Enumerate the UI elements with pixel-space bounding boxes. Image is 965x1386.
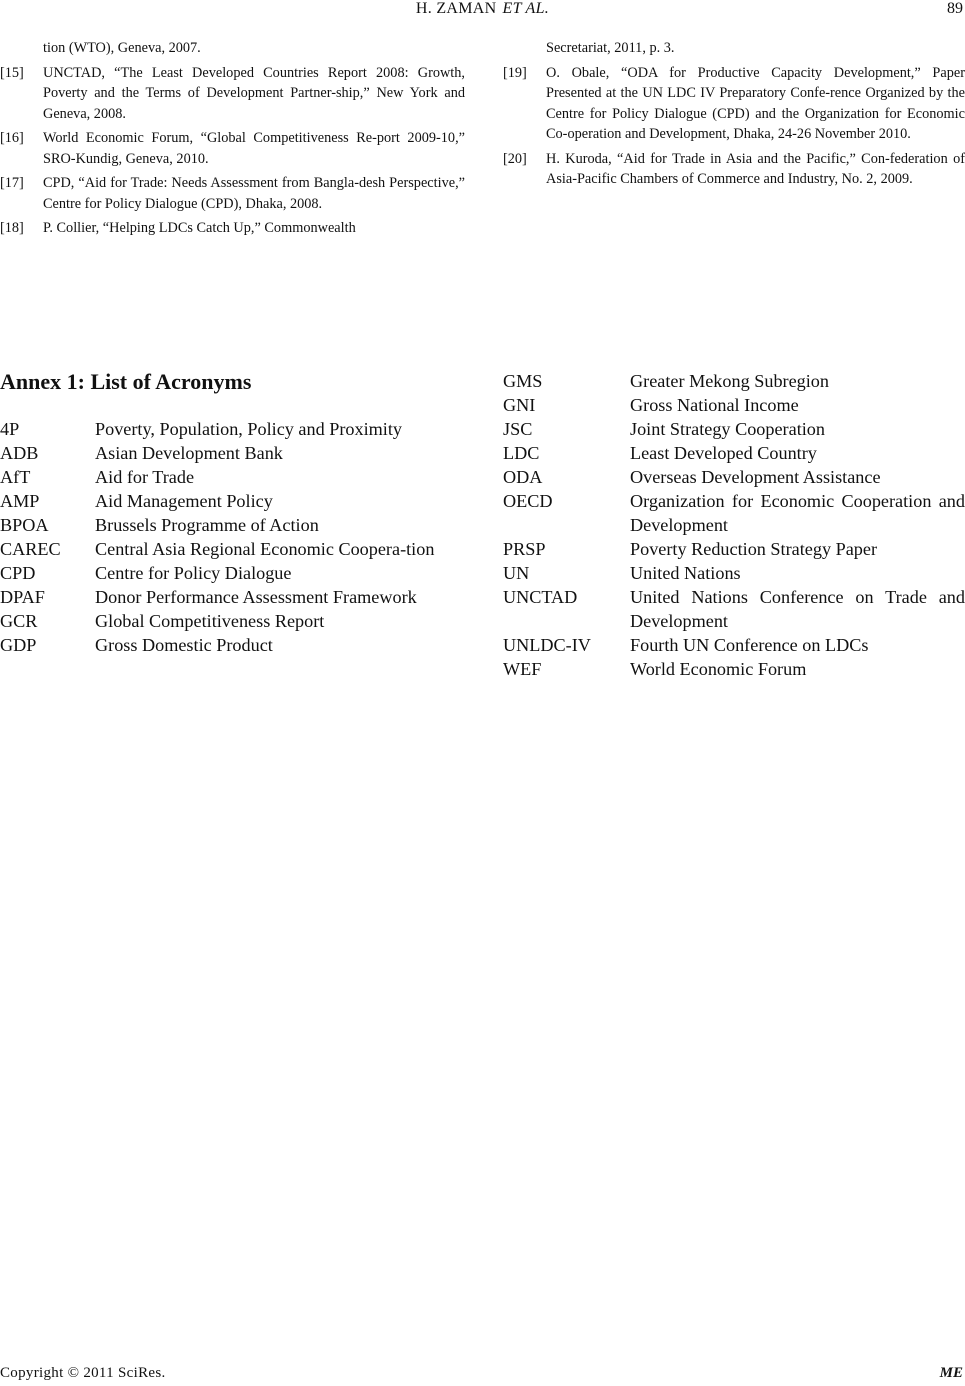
acronym-row	[503, 489, 965, 537]
reference-text: tion (WTO), Geneva, 2007.	[43, 40, 201, 56]
acronym-expansion: Aid for Trade	[95, 467, 195, 487]
acronym-row	[0, 633, 460, 657]
running-header	[0, 0, 965, 22]
acronym-row	[503, 561, 965, 585]
acronym-expansion: Centre for Policy Dialogue	[95, 563, 292, 583]
acronym-abbr: OECD	[503, 491, 553, 511]
acronym-row	[0, 537, 460, 561]
acronym-abbr: AfT	[0, 467, 31, 487]
reference-text: CPD, “Aid for Trade: Needs Assessment from Bangla-desh Perspective,” Centre for Policy Dialogue (CPD), Dhaka, 2008.	[43, 175, 465, 212]
acronym-abbr: PRSP	[503, 539, 546, 559]
acronym-row	[503, 441, 965, 465]
reference-number: [19]	[503, 64, 527, 81]
acronym-expansion: Central Asia Regional Economic Coopera-tion	[95, 539, 435, 559]
reference-text: O. Obale, “ODA for Productive Capacity Development,” Paper Presented at the UN LDC IV Preparatory Confe-rence Organized by the Centre for Policy Dialogue (CPD) and the Organization for Economic Co-operation and Development, Dhaka, 24-26 November 2010.	[546, 64, 965, 142]
acronym-list-left	[0, 417, 460, 657]
acronym-row	[503, 585, 965, 633]
acronym-abbr: GMS	[503, 371, 543, 391]
running-header-authors	[0, 0, 965, 18]
acronym-expansion: Brussels Programme of Action	[95, 515, 319, 535]
acronym-abbr: WEF	[503, 659, 542, 679]
et-al: ET AL.	[502, 0, 550, 17]
acronym-expansion: Fourth UN Conference on LDCs	[630, 635, 869, 655]
acronym-abbr: CAREC	[0, 539, 61, 559]
acronym-abbr: UN	[503, 563, 530, 583]
acronym-row	[503, 537, 965, 561]
acronym-expansion: Least Developed Country	[630, 443, 817, 463]
acronym-expansion: Greater Mekong Subregion	[630, 371, 829, 391]
annex-heading: Annex 1: List of Acronyms	[0, 369, 252, 394]
acronym-abbr: CPD	[0, 563, 36, 583]
acronym-row	[503, 657, 965, 681]
reference-number: [17]	[0, 175, 24, 191]
reference-text: H. Kuroda, “Aid for Trade in Asia and the Pacific,” Con-federation of Asia-Pacific Chambers of Commerce and Industry, No. 2, 2009.	[546, 150, 965, 187]
acronym-expansion: Organization for Economic Cooperation and Development	[630, 491, 965, 535]
acronym-expansion: United Nations	[630, 563, 741, 583]
acronym-row	[0, 417, 460, 441]
author-name: H. ZAMAN	[415, 0, 497, 17]
reference-text: P. Collier, “Helping LDCs Catch Up,” Commonwealth	[43, 220, 356, 236]
page-number: 89	[947, 0, 963, 17]
acronym-expansion: Asian Development Bank	[95, 443, 283, 463]
acronym-row	[503, 465, 965, 489]
acronym-row	[0, 489, 460, 513]
acronym-expansion: Donor Performance Assessment Framework	[95, 587, 417, 607]
acronym-row	[0, 441, 460, 465]
acronym-row	[0, 585, 460, 609]
reference-number: [18]	[0, 220, 24, 236]
acronym-expansion: Aid Management Policy	[95, 491, 273, 511]
acronym-abbr: UNCTAD	[503, 587, 578, 607]
reference-item	[503, 38, 965, 59]
acronym-expansion: Gross National Income	[630, 395, 799, 415]
acronym-expansion: Global Competitiveness Report	[95, 611, 325, 631]
reference-item	[503, 63, 965, 145]
acronym-list-right	[503, 369, 965, 681]
acronym-abbr: ODA	[503, 467, 543, 487]
copyright-notice: Copyright © 2011 SciRes.	[0, 1365, 166, 1381]
reference-item	[0, 218, 465, 239]
reference-item	[0, 128, 465, 169]
acronym-abbr: UNLDC-IV	[503, 635, 591, 655]
acronym-expansion: Gross Domestic Product	[95, 635, 273, 655]
acronym-abbr: GCR	[0, 611, 38, 631]
acronym-abbr: BPOA	[0, 515, 49, 535]
acronym-expansion: Overseas Development Assistance	[630, 467, 881, 487]
acronym-expansion: Poverty, Population, Policy and Proximity	[95, 419, 402, 439]
reference-item	[0, 38, 465, 59]
acronym-abbr: AMP	[0, 491, 40, 511]
acronym-expansion: United Nations Conference on Trade and Development	[630, 587, 965, 631]
reference-item	[0, 63, 465, 125]
acronym-abbr: GDP	[0, 635, 37, 655]
acronym-expansion: Joint Strategy Cooperation	[630, 419, 825, 439]
acronym-abbr: JSC	[503, 419, 533, 439]
reference-text: Secretariat, 2011, p. 3.	[546, 40, 675, 56]
reference-text: UNCTAD, “The Least Developed Countries Report 2008: Growth, Poverty and the Terms of Development Partner-ship,” New York and Geneva, 2008.	[43, 64, 465, 122]
acronym-row	[503, 417, 965, 441]
reference-item	[0, 173, 465, 214]
acronym-row	[503, 393, 965, 417]
acronym-abbr: GNI	[503, 395, 536, 415]
reference-item	[503, 149, 965, 190]
acronym-expansion: World Economic Forum	[630, 659, 807, 679]
acronym-row	[503, 369, 965, 393]
acronym-abbr: 4P	[0, 419, 20, 439]
acronym-abbr: DPAF	[0, 587, 45, 607]
acronym-row	[0, 609, 460, 633]
acronym-abbr: ADB	[0, 443, 39, 463]
reference-number: [16]	[0, 130, 24, 146]
acronym-abbr: LDC	[503, 443, 540, 463]
reference-text: World Economic Forum, “Global Competitiveness Re-port 2009-10,” SRO-Kundig, Geneva, 2010.	[43, 130, 465, 167]
acronym-row	[0, 513, 460, 537]
acronym-row	[503, 633, 965, 657]
acronym-expansion: Poverty Reduction Strategy Paper	[630, 539, 877, 559]
acronym-row	[0, 465, 460, 489]
reference-number: [15]	[0, 64, 24, 81]
journal-abbreviation: ME	[939, 1365, 963, 1381]
references-right-column	[503, 38, 965, 194]
reference-number: [20]	[503, 150, 527, 167]
references-left-column	[0, 38, 465, 243]
acronym-row	[0, 561, 460, 585]
